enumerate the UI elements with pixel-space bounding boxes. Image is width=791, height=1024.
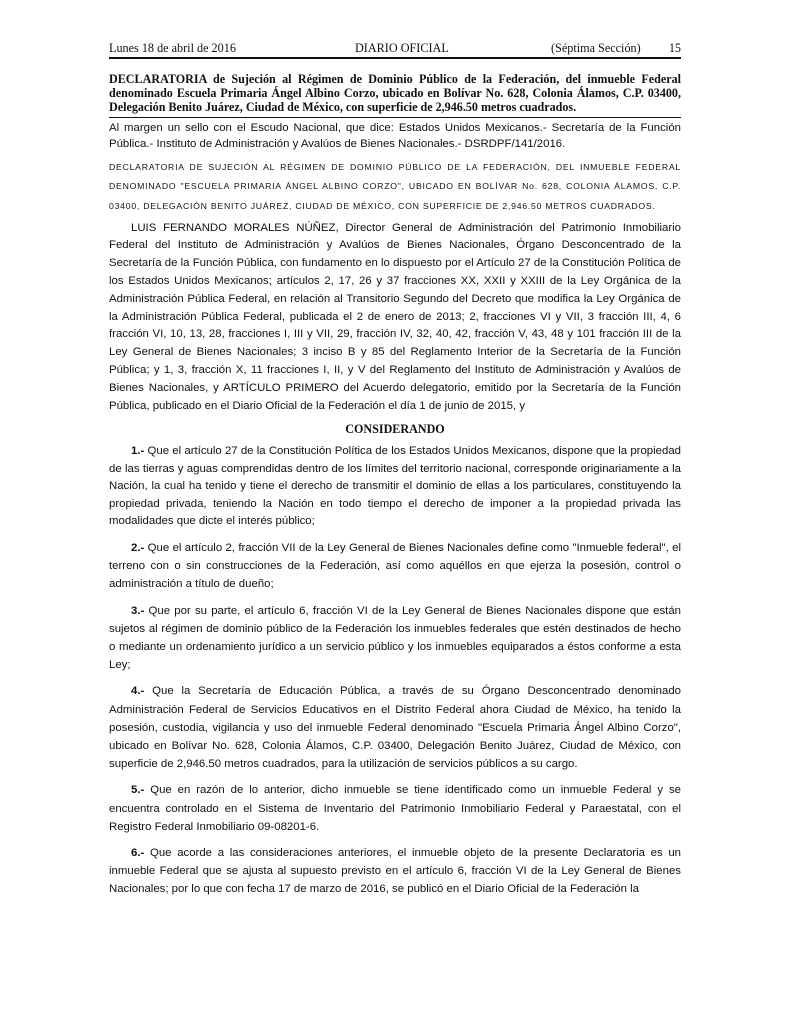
considerando-item	[109, 844, 681, 899]
page-header	[109, 40, 681, 59]
declaration-title: DECLARATORIA de Sujeción al Régimen de Dominio Público de la Federación, del inmueble Federal denominado Escuela Primaria Ángel Albino Corzo, ubicado en Bolívar No. 628, Colonia Álamos, C.P. 03400, Delegación Benito Juárez, Ciudad de México, con superficie de 2,946.50 metros cuadrados.	[109, 72, 681, 118]
caps-title: DECLARATORIA DE SUJECIÓN AL RÉGIMEN DE DOMINIO PÚBLICO DE LA FEDERACIÓN, DEL INMUEBLE FEDERAL DENOMINADO "ESCUELA PRIMARIA ÁNGEL ALBINO CORZO", UBICADO EN BOLÍVAR No. 628, COLONIA ÁLAMOS, C.P. 03400, DELEGACIÓN BENITO JUÁREZ, CIUDAD DE MÉXICO, CON SUPERFICIE DE 2,946.50 METROS CUADRADOS.	[109, 161, 681, 211]
header-section: (Séptima Sección)	[551, 41, 641, 55]
considerando-item	[109, 781, 681, 836]
considerando-number: 6.-	[131, 846, 145, 859]
considerando-text: Que el artículo 2, fracción VII de la Ley General de Bienes Nacionales define como "Inmueble federal", el terreno con o sin construcciones de la Federación, así como aquéllos en que ejerza la posesión, control o administración a título de dueño;	[109, 541, 681, 591]
seal-note: Al margen un sello con el Escudo Nacional, que dice: Estados Unidos Mexicanos.- Secretaría de la Función Pública.- Instituto de Administración y Avalúos de Bienes Nacionales.- DSRDPF/141/2016.	[109, 121, 681, 151]
considerando-number: 1.-	[131, 444, 145, 457]
document-page	[109, 40, 681, 899]
considerando-item	[109, 602, 681, 675]
considerando-number: 5.-	[131, 784, 145, 797]
considerando-text: Que acorde a las consideraciones anteriores, el inmueble objeto de la presente Declaratoria es un inmueble Federal que se ajusta al supuesto previsto en el artículo 6, fracción VI de la Ley General de Bienes Nacionales; por lo que con fecha 17 de marzo de 2016, se publicó en el Diario Oficial de la Federación la	[109, 846, 681, 896]
intro-paragraph: LUIS FERNANDO MORALES NÚÑEZ, Director General de Administración del Patrimonio Inmobiliario Federal del Instituto de Administración y Avalúos de Bienes Nacionales, Órgano Desconcentrado de la Secretaría de la Función Pública, con fundamento en lo dispuesto por el Artículo 27 de la Constitución Política de los Estados Unidos Mexicanos; artículos 2, 17, 26 y 37 fracciones XX, XXII y XXIII de la Ley Orgánica de la Administración Pública Federal, en relación al Transitorio Segundo del Decreto que modifica la Ley Orgánica de la Administración Pública Federal, publicada el 2 de enero de 2013; 2, fracciones VI y VII, 3 fracción III, 4, 6 fracción VI, 10, 13, 28, fracciones I, III y VII, 29, fracción IV, 32, 40, 42, fracción V, 43, 48 y 101 fracción III de la Ley General de Bienes Nacionales; 3 inciso B y 85 del Reglamento Interior de la Secretaría de la Función Pública; y 1, 3, fracción X, 11 fracciones I, II, y V del Reglamento del Instituto de Administración y Avalúos de Bienes Nacionales, y ARTÍCULO PRIMERO del Acuerdo delegatorio, emitido por la Secretaría de la Función Pública, publicado en el Diario Oficial de la Federación el día 1 de junio de 2015, y	[109, 221, 681, 412]
considerando-heading: CONSIDERANDO	[345, 422, 445, 437]
header-date: Lunes 18 de abril de 2016	[109, 41, 236, 55]
considerando-text: Que por su parte, el artículo 6, fracción VI de la Ley General de Bienes Nacionales dispone que están sujetos al régimen de dominio público de la Federación los inmuebles federales que estén destinados de hecho o mediante un ordenamiento jurídico a un servicio público y los inmuebles equiparados a éstos conforme a esta Ley;	[109, 604, 681, 672]
considerando-item	[109, 443, 681, 531]
considerando-number: 3.-	[131, 604, 145, 617]
considerando-text: Que el artículo 27 de la Constitución Política de los Estados Unidos Mexicanos, dispone que la propiedad de las tierras y aguas comprendidas dentro de los límites del territorio nacional, corresponde originariamente a la Nación, la cual ha tenido y tiene el derecho de transmitir el dominio de ellas a los particulares, constituyendo la propiedad privada, teniendo la Nación en todo tiempo el derecho de imponer a la propiedad privada las modalidades que dicte el interés público;	[109, 444, 681, 528]
header-publication: DIARIO OFICIAL	[355, 41, 449, 55]
considerando-number: 4.-	[131, 685, 145, 698]
considerando-number: 2.-	[131, 541, 145, 554]
considerando-text: Que en razón de lo anterior, dicho inmueble se tiene identificado como un inmueble Federal y se encuentra controlado en el Sistema de Inventario del Patrimonio Inmobiliario Federal y Paraestatal, con el Registro Federal Inmobiliario 09-08201-6.	[109, 784, 681, 833]
considerando-text: Que la Secretaría de Educación Pública, a través de su Órgano Desconcentrado denominado Administración Federal de Servicios Educativos en el Distrito Federal ahora Ciudad de México, ha tenido la posesión, custodia, vigilancia y uso del inmueble Federal denominado "Escuela Primaria Ángel Albino Corzo", ubicado en Bolívar No. 628, Colonia Álamos, C.P. 03400, Delegación Benito Juárez, Ciudad de México, con superficie de 2,946.50 metros cuadrados, para la utilización de servicios públicos a su cargo.	[109, 685, 681, 771]
considerando-item	[109, 539, 681, 594]
considerando-item	[109, 682, 681, 773]
header-page-number: 15	[668, 41, 681, 55]
